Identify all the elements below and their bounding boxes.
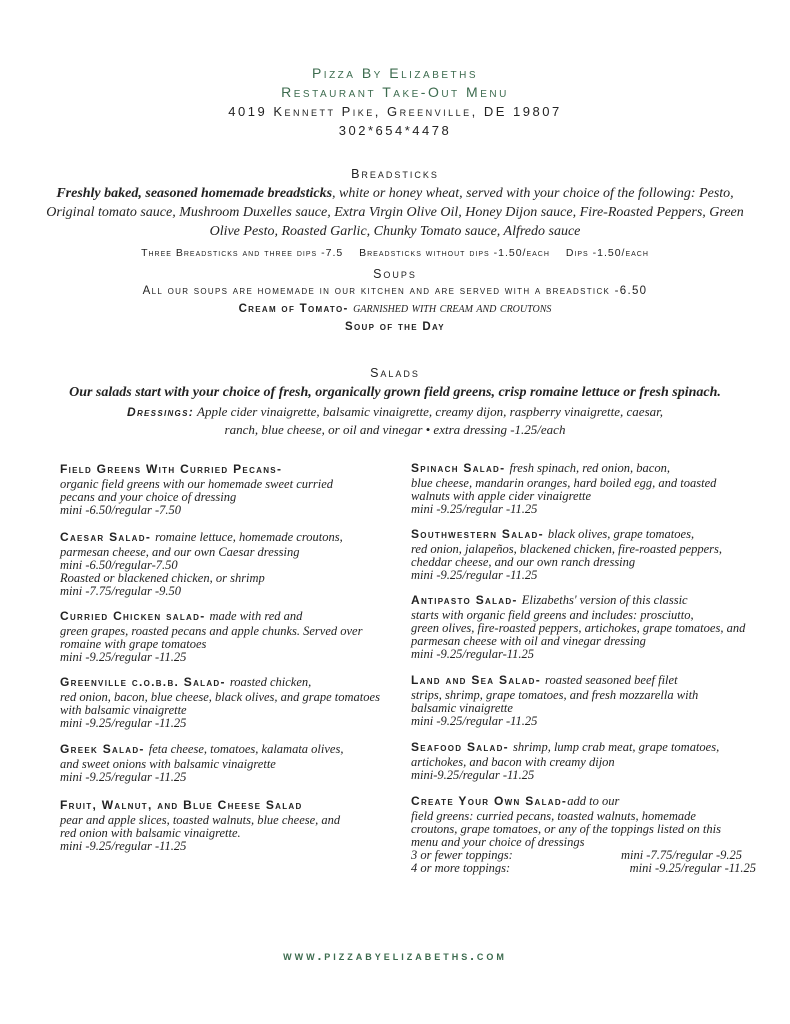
- menu-subtitle: Restaurant Take-Out Menu: [281, 84, 509, 100]
- salad-price: mini -9.25/regular -11.25: [411, 568, 538, 582]
- salad-desc-line: walnuts with apple cider vinaigrette: [411, 489, 592, 503]
- menu-header: [0, 64, 790, 140]
- salad-desc-first: Elizabeths' version of this classic: [521, 593, 688, 607]
- topping-tier-price: mini -7.75/regular -9.25: [620, 848, 742, 862]
- soups-section: [40, 266, 750, 336]
- salad-price: mini -9.25/regular -11.25: [60, 839, 187, 853]
- salad-name: Land and Sea Salad-: [411, 673, 542, 687]
- salad-desc-line: pecans and your choice of dressing: [60, 490, 237, 504]
- salad-desc-line: cheddar cheese, and our own ranch dressing: [411, 555, 636, 569]
- topping-tier-label: 4 or more toppings:: [411, 861, 511, 875]
- breadsticks-prices: [40, 245, 750, 261]
- topping-tier-price: mini -9.25/regular -11.25: [629, 861, 756, 875]
- soup-of-the-day-name: Soup of the Day: [345, 321, 445, 333]
- salad-desc-line: green grapes, roasted pecans and apple chunks. Served over: [60, 624, 363, 638]
- salad-field-greens: [60, 460, 390, 517]
- salad-seafood: [411, 738, 756, 782]
- salad-name: Greenville c.o.b.b. Salad-: [60, 675, 226, 689]
- salad-name: Caesar Salad-: [60, 530, 152, 544]
- salad-desc-line: parmesan cheese, and our own Caesar dressing: [60, 545, 300, 559]
- dressings-list: [30, 403, 760, 438]
- salad-desc-line: artichokes, and bacon with creamy dijon: [411, 755, 615, 769]
- dressings-label: Dressings:: [127, 405, 195, 419]
- breadsticks-price-combo: Three Breadsticks and three dips -7.5: [141, 247, 344, 259]
- salad-desc-first: add to our: [567, 794, 620, 808]
- salad-name: Seafood Salad-: [411, 740, 509, 754]
- salad-desc-line: strips, shrimp, grape tomatoes, and fresh mozzarella with: [411, 688, 699, 702]
- salad-price: mini -9.25/regular -11.25: [60, 650, 187, 664]
- salad-curried-chicken: [60, 607, 390, 664]
- soup-cream-of-tomato: [40, 300, 750, 318]
- salad-price: mini -7.75/regular -9.50: [60, 584, 182, 598]
- salad-desc-first: feta cheese, tomatoes, kalamata olives,: [148, 742, 344, 756]
- salad-desc-first: fresh spinach, red onion, bacon,: [509, 461, 670, 475]
- salad-name: Southwestern Salad-: [411, 527, 544, 541]
- soups-title: Soups: [373, 267, 417, 281]
- salad-price: mini -9.25/regular -11.25: [60, 770, 187, 784]
- breadsticks-description: [40, 184, 750, 241]
- salad-addon: Roasted or blackened chicken, or shrimp: [60, 571, 265, 585]
- salad-price: mini -9.25/regular-11.25: [411, 647, 535, 661]
- dressings-line2: ranch, blue cheese, or oil and vinegar • extra dressing -1.25/each: [224, 422, 566, 437]
- breadsticks-price-dips: Dips -1.50/each: [565, 247, 649, 259]
- salad-desc-line: blue cheese, mandarin oranges, hard boiled egg, and toasted: [411, 476, 717, 490]
- salad-price: mini -9.25/regular -11.25: [411, 502, 538, 516]
- salad-desc-first: roasted chicken,: [229, 675, 312, 689]
- salad-desc-first: made with red and: [209, 609, 303, 623]
- salad-name: Field Greens With Curried Pecans-: [60, 462, 283, 476]
- salad-price: mini -9.25/regular -11.25: [411, 714, 538, 728]
- topping-tier-row: [411, 862, 756, 875]
- salad-desc-line: red onion with balsamic vinaigrette.: [60, 826, 241, 840]
- soup-of-the-day: [40, 318, 750, 336]
- soup-item-desc: garnished with cream and croutons: [353, 301, 552, 316]
- salad-desc-line: red onion, bacon, blue cheese, black olives, and grape tomatoes: [60, 690, 380, 704]
- breadsticks-desc-rest: , white or honey wheat, served with your choice of the following: Pesto, Original tomato sauce, Mushroom Duxelles sauce, Extra Virgin Olive Oil, Honey Dijon sauce, Fire-Roasted Peppers, Green Olive Pesto, Roasted Garlic, Chunky Tomato sauce, Alfredo sauce: [46, 186, 744, 239]
- soups-note: All our soups are homemade in our kitchen and are served with a breadstick -6.50: [142, 285, 648, 297]
- salad-desc-first: roasted seasoned beef filet: [545, 673, 678, 687]
- phone: 302*654*4478: [338, 123, 452, 138]
- salad-fruit-walnut-blue-cheese: [60, 796, 390, 853]
- salad-desc-line: organic field greens with our homemade sweet curried: [60, 477, 333, 491]
- salad-price: mini -6.50/regular-7.50: [60, 558, 178, 572]
- salad-desc-first: shrimp, lump crab meat, grape tomatoes,: [512, 740, 720, 754]
- restaurant-name: Pizza By Elizabeths: [311, 65, 479, 81]
- salads-intro-text: Our salads start with your choice of fresh, organically grown field greens, crisp romaine lettuce or fresh spinach.: [69, 385, 721, 400]
- salad-southwestern: [411, 525, 756, 582]
- salad-name: Fruit, Walnut, and Blue Cheese Salad: [60, 798, 303, 812]
- salad-price: mini-9.25/regular -11.25: [411, 768, 535, 782]
- salad-desc-line: balsamic vinaigrette: [411, 701, 513, 715]
- salad-caesar: [60, 528, 390, 598]
- salads-intro: [30, 365, 760, 438]
- salad-desc-line: field greens: curried pecans, toasted walnuts, homemade: [411, 809, 696, 823]
- breadsticks-title: Breadsticks: [351, 167, 439, 181]
- salad-desc-line: parmesan cheese with oil and vinegar dressing: [411, 634, 646, 648]
- dressings-line1: Apple cider vinaigrette, balsamic vinaigrette, creamy dijon, raspberry vinaigrette, caesar,: [197, 404, 663, 419]
- salad-desc-line: green olives, fire-roasted peppers, artichokes, grape tomatoes, and: [411, 621, 746, 635]
- breadsticks-section: [40, 166, 750, 261]
- salad-desc-line: red onion, jalapeños, blackened chicken, fire-roasted peppers,: [411, 542, 723, 556]
- salad-desc-line: with balsamic vinaigrette: [60, 703, 187, 717]
- salad-desc-line: croutons, grape tomatoes, or any of the toppings listed on this: [411, 822, 721, 836]
- salad-desc-line: starts with organic field greens and includes: prosciutto,: [411, 608, 694, 622]
- salad-antipasto: [411, 591, 756, 661]
- salad-name: Curried Chicken salad-: [60, 609, 206, 623]
- salad-land-and-sea: [411, 671, 756, 728]
- salad-create-your-own: [411, 792, 756, 875]
- salad-greenville-cobb: [60, 673, 390, 730]
- salad-price: mini -9.25/regular -11.25: [60, 716, 187, 730]
- salad-price: mini -6.50/regular -7.50: [60, 503, 182, 517]
- salad-desc-line: menu and your choice of dressings: [411, 835, 585, 849]
- salads-title: Salads: [370, 366, 420, 380]
- salad-name: Greek Salad-: [60, 742, 145, 756]
- salad-spinach: [411, 459, 756, 516]
- breadsticks-price-plain: Breadsticks without dips -1.50/each: [359, 247, 550, 259]
- soup-item-name: Cream of Tomato-: [238, 303, 349, 315]
- salad-desc-line: pear and apple slices, toasted walnuts, blue cheese, and: [60, 813, 341, 827]
- salad-name: Spinach Salad-: [411, 461, 506, 475]
- breadsticks-desc-bold: Freshly baked, seasoned homemade breadsticks: [56, 186, 333, 201]
- salad-desc-line: and sweet onions with balsamic vinaigrette: [60, 757, 276, 771]
- salad-name: Antipasto Salad-: [411, 593, 518, 607]
- salad-name: Create Your Own Salad-: [411, 794, 568, 808]
- salad-desc-first: romaine lettuce, homemade croutons,: [155, 530, 343, 544]
- salad-desc-first: black olives, grape tomatoes,: [547, 527, 695, 541]
- salad-desc-line: romaine with grape tomatoes: [60, 637, 207, 651]
- address: 4019 Kennett Pike, Greenville, DE 19807: [228, 104, 562, 119]
- salad-greek: [60, 740, 390, 784]
- website-footer[interactable]: www.pizzabyelizabeths.com: [283, 948, 507, 963]
- topping-tier-label: 3 or fewer toppings:: [411, 848, 513, 862]
